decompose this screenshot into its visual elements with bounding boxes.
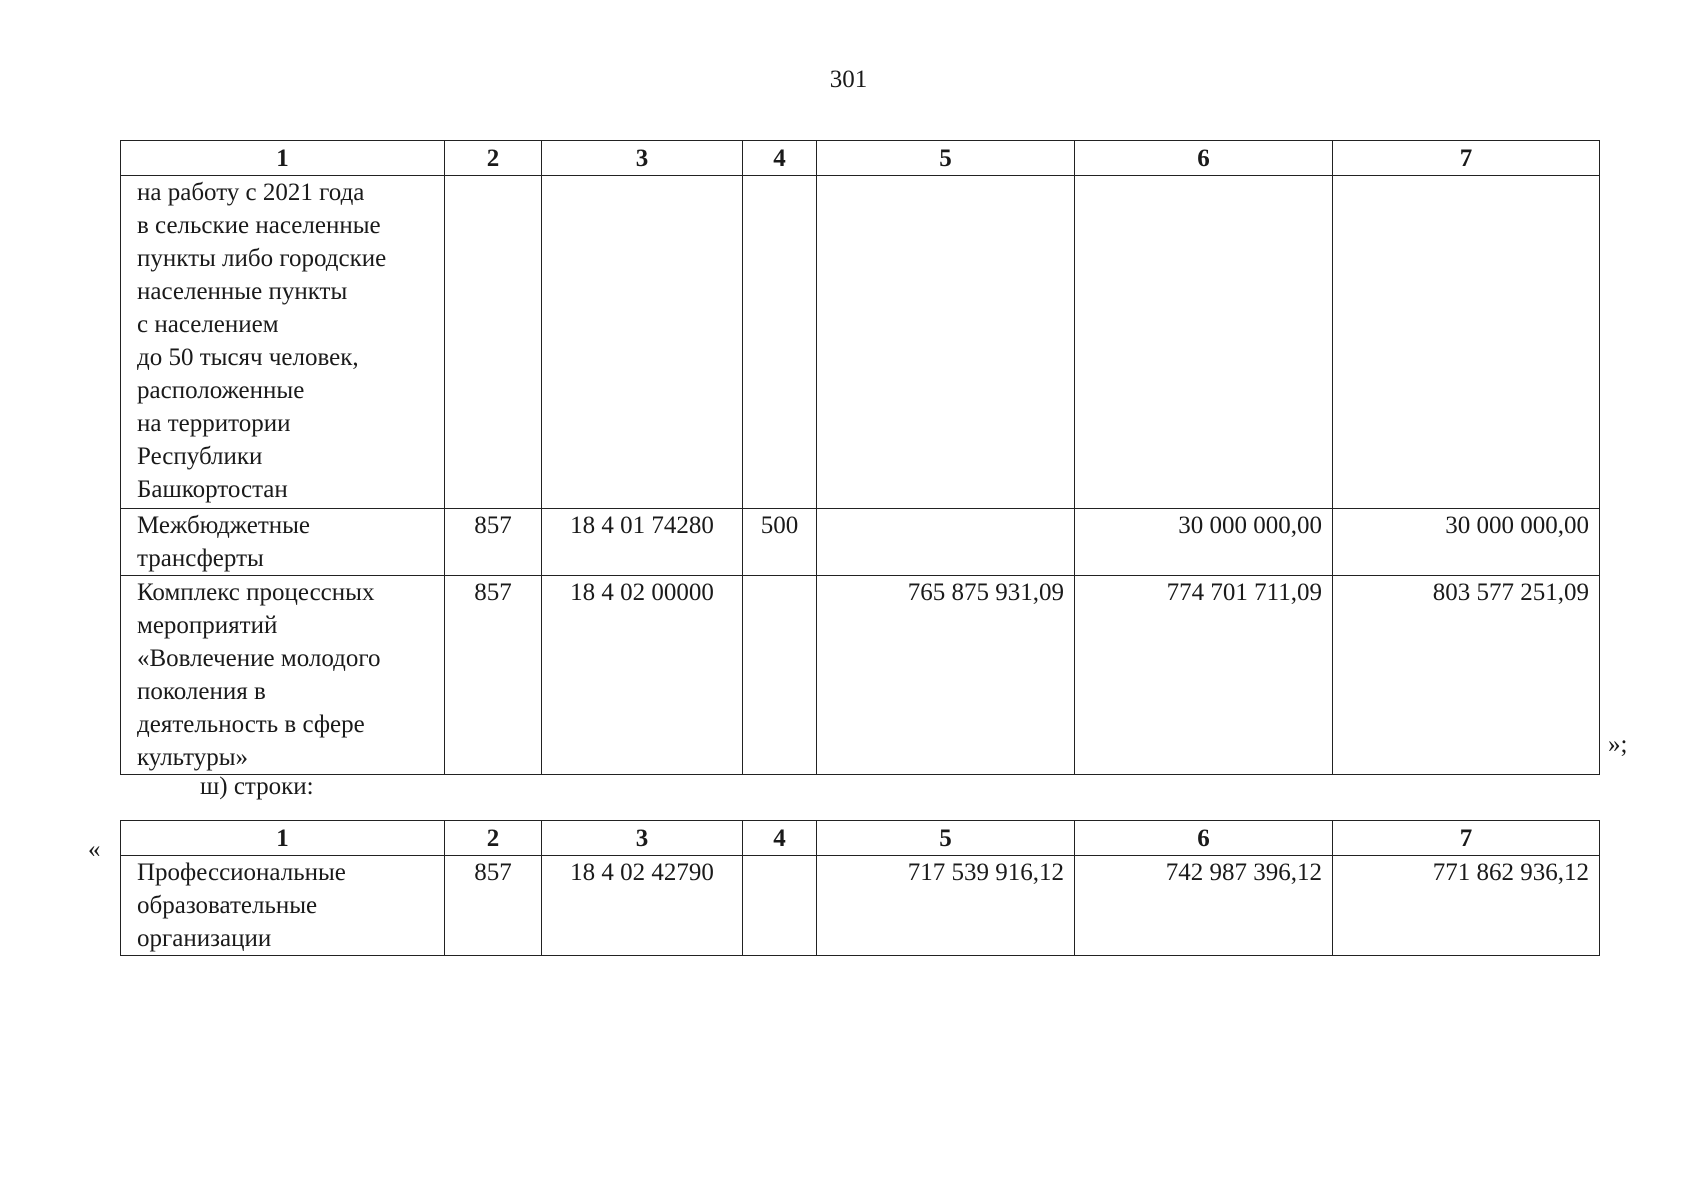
target-article-cell: 18 4 02 00000 <box>542 576 743 775</box>
row-name-line: организации <box>137 925 272 952</box>
row-name-line: Профессиональные <box>137 859 346 886</box>
expense-type-cell <box>743 576 817 775</box>
column-header: 5 <box>817 821 1075 856</box>
row-name-line: населенные пункты <box>137 278 348 305</box>
amount-cell: 742 987 396,12 <box>1075 856 1333 956</box>
column-header: 5 <box>817 141 1075 176</box>
column-header: 7 <box>1333 821 1600 856</box>
expense-type-cell: 500 <box>743 509 817 576</box>
target-article-cell: 18 4 01 74280 <box>542 509 743 576</box>
column-header: 2 <box>445 821 542 856</box>
row-name-line: на работу с 2021 года <box>137 179 365 206</box>
department-code-cell: 857 <box>445 856 542 956</box>
column-header: 7 <box>1333 141 1600 176</box>
table-header-row <box>121 821 1600 856</box>
subsection-label: ш) строки: <box>200 773 314 800</box>
row-name-line: до 50 тысяч человек, <box>137 344 359 371</box>
amount-cell <box>1075 176 1333 509</box>
target-article-cell <box>542 176 743 509</box>
amount-cell: 803 577 251,09 <box>1333 576 1600 775</box>
budget-table-2 <box>120 820 1600 956</box>
row-name-line: Межбюджетные <box>137 512 311 539</box>
amount-cell: 30 000 000,00 <box>1075 509 1333 576</box>
row-name-line: Башкортостан <box>137 476 288 503</box>
row-name-line: трансферты <box>137 545 264 572</box>
column-header: 6 <box>1075 821 1333 856</box>
row-name-line: пункты либо городские <box>137 245 387 272</box>
amount-cell <box>817 176 1075 509</box>
row-name-line: Республики <box>137 443 263 470</box>
expense-type-cell <box>743 176 817 509</box>
department-code-cell <box>445 176 542 509</box>
closing-quote: »; <box>1608 731 1628 758</box>
row-name-line: культуры» <box>137 744 249 771</box>
table-row <box>121 576 1600 775</box>
row-name-line: поколения в <box>137 678 266 705</box>
department-code-cell: 857 <box>445 509 542 576</box>
amount-cell: 774 701 711,09 <box>1075 576 1333 775</box>
amount-cell: 771 862 936,12 <box>1333 856 1600 956</box>
row-name-cell <box>121 509 445 576</box>
amount-cell: 30 000 000,00 <box>1333 509 1600 576</box>
column-header: 3 <box>542 141 743 176</box>
row-name-cell <box>121 176 445 509</box>
row-name-line: на территории <box>137 410 291 437</box>
column-header: 1 <box>121 821 445 856</box>
row-name-line: расположенные <box>137 377 305 404</box>
row-name-line: Комплекс процессных <box>137 579 375 606</box>
budget-table-1 <box>120 140 1600 775</box>
row-name-line: в сельские населенные <box>137 212 381 239</box>
row-name-line: мероприятий <box>137 612 278 639</box>
opening-quote: « <box>88 836 101 863</box>
department-code-cell: 857 <box>445 576 542 775</box>
column-header: 3 <box>542 821 743 856</box>
table-row <box>121 509 1600 576</box>
amount-cell <box>817 509 1075 576</box>
row-name-line: с населением <box>137 311 279 338</box>
column-header: 1 <box>121 141 445 176</box>
row-name-cell <box>121 856 445 956</box>
row-name-cell <box>121 576 445 775</box>
row-name-line: «Вовлечение молодого <box>137 645 381 672</box>
target-article-cell: 18 4 02 42790 <box>542 856 743 956</box>
table-row <box>121 856 1600 956</box>
table-row <box>121 176 1600 509</box>
expense-type-cell <box>743 856 817 956</box>
column-header: 4 <box>743 141 817 176</box>
amount-cell <box>1333 176 1600 509</box>
column-header: 4 <box>743 821 817 856</box>
row-name-line: деятельность в сфере <box>137 711 365 738</box>
table-header-row <box>121 141 1600 176</box>
column-header: 6 <box>1075 141 1333 176</box>
amount-cell: 717 539 916,12 <box>817 856 1075 956</box>
page-number: 301 <box>829 66 868 93</box>
column-header: 2 <box>445 141 542 176</box>
row-name-line: образовательные <box>137 892 318 919</box>
amount-cell: 765 875 931,09 <box>817 576 1075 775</box>
